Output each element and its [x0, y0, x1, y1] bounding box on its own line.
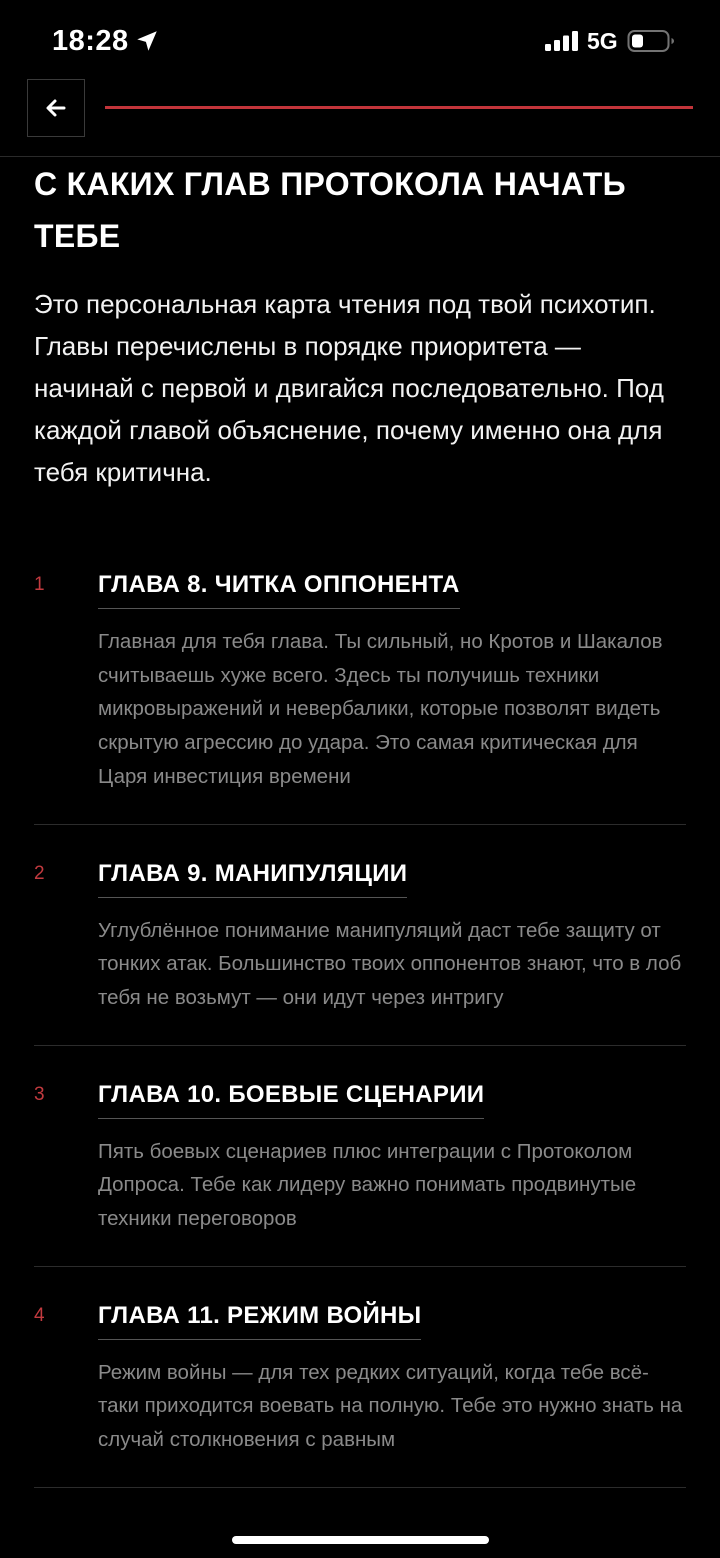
chapter-number: 1 [34, 574, 45, 595]
chapter-description: Режим войны — для тех редких ситуаций, когда тебе всё-таки приходится воевать на полную. Тебе это нужно знать на случай столкновения с равным [98, 1360, 683, 1452]
status-time: 18:28 [52, 25, 129, 57]
chapter-number: 4 [34, 1304, 45, 1326]
signal-icon [545, 31, 579, 51]
back-button[interactable] [27, 79, 85, 137]
home-indicator[interactable] [232, 1536, 489, 1544]
chapter-title-link[interactable]: ГЛАВА 8. ЧИТКА ОППОНЕНТА [98, 566, 460, 609]
network-type: 5G [587, 28, 618, 54]
location-arrow-icon [134, 28, 160, 54]
arrow-left-icon [44, 96, 68, 120]
chapter-title-link[interactable]: ГЛАВА 11. РЕЖИМ ВОЙНЫ [98, 1297, 421, 1340]
chapter-item [34, 566, 686, 825]
chapter-description: Главная для тебя глава. Ты сильный, но Кротов и Шакалов считываешь хуже всего. Здесь ты получишь техники микровыражений и невербалики, которые позволят видеть скрытую агрессию до удара. Это самая критическая для Царя инвестиция времени [98, 630, 663, 788]
chapter-number: 3 [34, 1083, 45, 1105]
page-title: С КАКИХ ГЛАВ ПРОТОКОЛА НАЧАТЬ ТЕБЕ [34, 166, 626, 254]
chapter-list [34, 566, 686, 1518]
chapter-description: Углублённое понимание манипуляций даст тебе защиту от тонких атак. Большинство твоих оппонентов знают, что в лоб тебя не возьмут — они идут через интригу [98, 918, 682, 1009]
chapter-description: Пять боевых сценариев плюс интеграции с Протоколом Допроса. Тебе как лидеру важно понимать продвинутые техники переговоров [98, 1139, 637, 1231]
chapter-title-link[interactable]: ГЛАВА 10. БОЕВЫЕ СЦЕНАРИИ [98, 1076, 484, 1119]
chapter-item [34, 1297, 686, 1488]
reading-progress-fill [105, 106, 693, 109]
intro-text: Это персональная карта чтения под твой психотип. Главы перечислены в порядке приоритета — начинай с первой и двигайся последовательно. Под каждой главой объяснение, почему именно она для тебя критична. [34, 289, 664, 487]
chapter-item [34, 855, 686, 1046]
chapter-item [34, 1076, 686, 1267]
battery-icon [627, 29, 675, 53]
header-divider [0, 156, 720, 157]
chapter-number: 2 [34, 862, 45, 884]
status-bar [0, 0, 720, 80]
chapter-title-link[interactable]: ГЛАВА 9. МАНИПУЛЯЦИИ [98, 855, 407, 898]
reading-progress-bar [105, 106, 693, 109]
